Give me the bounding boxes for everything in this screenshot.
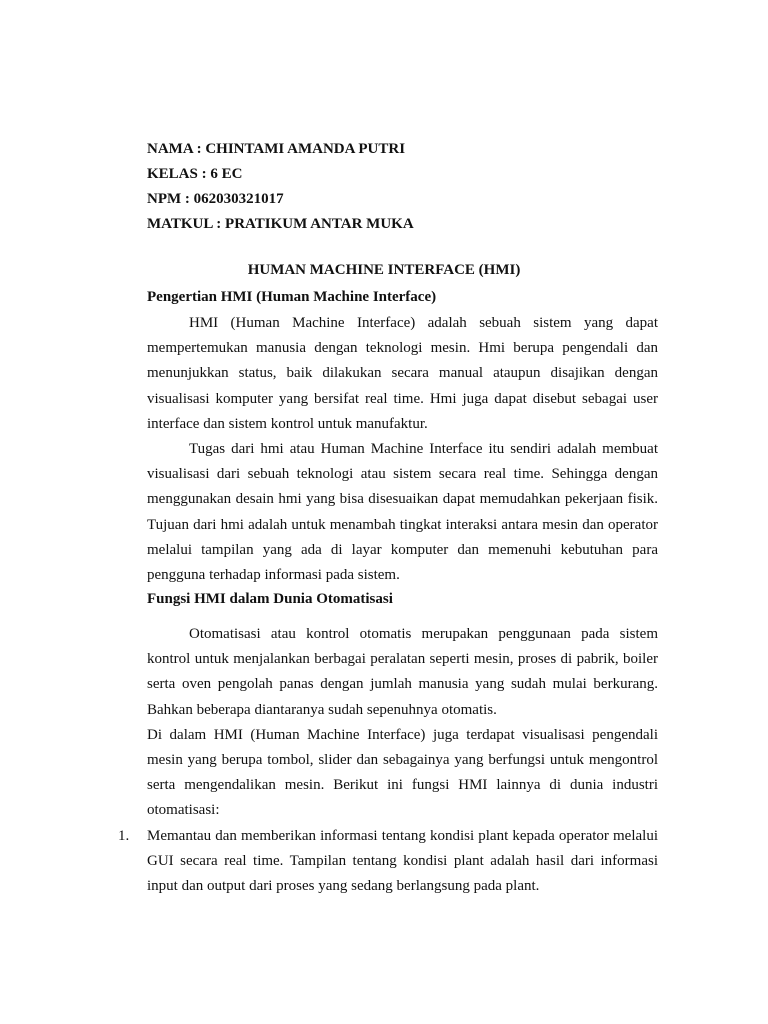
paragraph: HMI (Human Machine Interface) adalah sebuah sistem yang dapat mempertemukan manusia dengan teknologi mesin. Hmi berupa pengendali dan menunjukkan status, baik dilakukan secara manual ataupun disajikan dengan visualisasi komputer yang bersifat real time. Hmi juga dapat disebut sebagai user interface dan sistem kontrol untuk manufaktur. <box>147 315 658 432</box>
student-class: KELAS : 6 EC <box>147 166 243 182</box>
section-heading-pengertian: Pengertian HMI (Human Machine Interface) <box>147 289 437 305</box>
paragraph: Tugas dari hmi atau Human Machine Interface itu sendiri adalah membuat visualisasi dari sebuah teknologi atau sistem secara real time. Sehingga dengan menggunakan desain hmi yang bisa disesuaikan dapat memudahkan pekerjaan fisik. Tujuan dari hmi adalah untuk menambah tingkat interaksi antara mesin dan operator melalui tampilan yang ada di layar komputer dan memenuhi kebutuhan para pengguna terhadap informasi pada sistem. <box>147 441 658 584</box>
student-npm: NPM : 062030321017 <box>147 191 284 207</box>
list-number: 1. <box>118 828 130 844</box>
numbered-list <box>118 824 658 900</box>
student-name: NAMA : CHINTAMI AMANDA PUTRI <box>147 141 406 157</box>
list-item-text: Memantau dan memberikan informasi tentang kondisi plant kepada operator melalui GUI secara real time. Tampilan tentang kondisi plant adalah hasil dari informasi input dan output dari proses yang sedang berlangsung pada plant. <box>147 828 658 895</box>
paragraph: Di dalam HMI (Human Machine Interface) juga terdapat visualisasi pengendali mesin yang berupa tombol, slider dan sebagainya yang berfungsi untuk mengontrol serta mengendalikan mesin. Berikut ini fungsi HMI lainnya di dunia industri otomatisasi: <box>147 726 658 819</box>
section-heading-fungsi: Fungsi HMI dalam Dunia Otomatisasi <box>147 591 393 607</box>
section-pengertian-body <box>147 311 658 588</box>
section-fungsi-body <box>147 622 658 824</box>
list-item <box>118 824 658 900</box>
paragraph: Otomatisasi atau kontrol otomatis merupakan penggunaan pada sistem kontrol untuk menjalankan berbagai peralatan seperti mesin, proses di pabrik, boiler serta oven pengolah panas dengan jumlah manusia yang sudah mulai berkurang. Bahkan beberapa diantaranya sudah sepenuhnya otomatis. <box>147 626 658 718</box>
identity-block <box>147 137 414 237</box>
document-title: HUMAN MACHINE INTERFACE (HMI) <box>247 262 521 278</box>
course-name: MATKUL : PRATIKUM ANTAR MUKA <box>147 216 414 232</box>
